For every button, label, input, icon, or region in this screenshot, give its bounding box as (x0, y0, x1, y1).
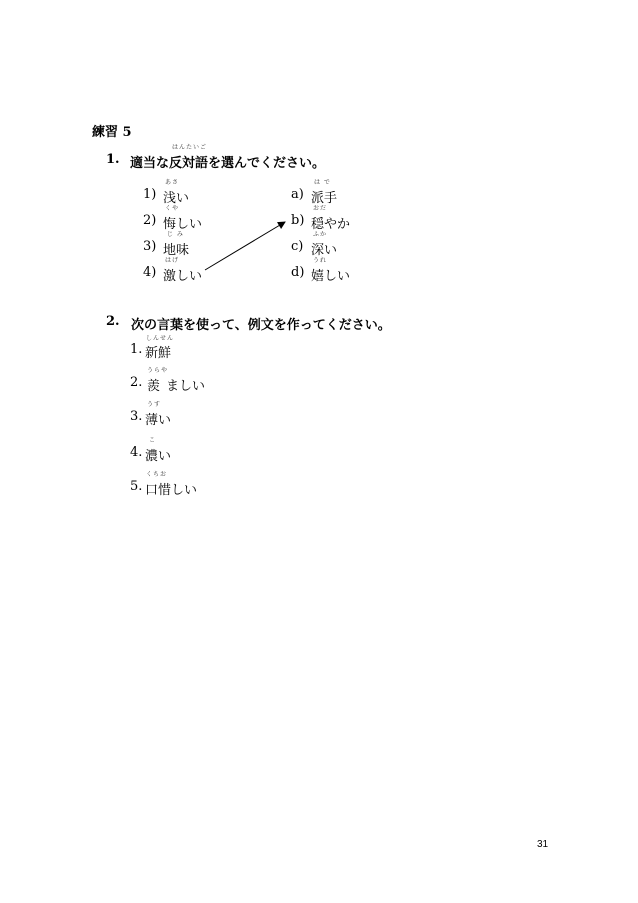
q2-item-label: 5. (130, 479, 143, 494)
q2-item-kanji: 薄 (145, 413, 159, 428)
right-item-kanji: 嬉 (311, 269, 325, 284)
page-number: 31 (537, 839, 549, 850)
right-item-ruby: うれ (313, 257, 328, 264)
right-item-kanji: 穏 (311, 217, 325, 232)
left-item-kanji: 悔 (163, 217, 177, 232)
q1-prompt-before: 適当な (130, 156, 170, 171)
q2-item-ruby: うす (147, 401, 162, 408)
right-item-label: a) (291, 187, 304, 202)
q2-prompt: 次の言葉を使って、例文を作ってください。 (131, 318, 391, 333)
left-item-ruby: あさ (165, 179, 180, 186)
exercise-title: 練習 5 (92, 125, 132, 140)
left-item-rest: い (176, 191, 190, 206)
left-item-ruby: はげ (165, 257, 180, 264)
left-item-label: 2) (143, 213, 157, 228)
right-item-label: b) (291, 213, 305, 228)
right-item-rest: やか (324, 217, 351, 232)
right-item-kanji: 派手 (311, 191, 338, 206)
right-item-rest: しい (324, 269, 351, 284)
q2-item-kanji: 濃 (145, 449, 159, 464)
q2-item-ruby: こ (149, 437, 157, 444)
q2-item-rest: い (158, 413, 172, 428)
q1-prompt-after: を選んでください。 (208, 156, 326, 171)
q1-prompt-ruby: はんたいご (172, 144, 208, 151)
q2-item-label: 3. (130, 409, 143, 424)
q2-item-kanji: 羨 (147, 379, 161, 394)
left-item-kanji: 浅 (163, 191, 177, 206)
q2-item-ruby: しんせん (146, 335, 175, 342)
q2-item-label: 1. (130, 342, 143, 357)
left-item-ruby: くや (165, 205, 180, 212)
q2-item-ruby: くちお (146, 471, 168, 478)
left-item-kanji: 激 (163, 269, 177, 284)
q2-item-kanji: 口惜 (145, 483, 172, 498)
right-item-ruby: おだ (313, 205, 328, 212)
q2-item-rest: しい (171, 483, 198, 498)
left-item-label: 3) (143, 239, 157, 254)
left-item-ruby: じ み (167, 231, 184, 238)
right-item-kanji: 深 (311, 243, 325, 258)
right-item-ruby: ふか (313, 231, 328, 238)
q2-item-ruby: うらや (147, 367, 169, 374)
left-item-label: 1) (143, 187, 157, 202)
right-item-label: c) (291, 239, 304, 254)
q1-number: 1. (106, 152, 120, 167)
q2-item-rest: ましい (166, 379, 206, 394)
q2-item-kanji: 新鮮 (145, 346, 172, 361)
q2-item-label: 2. (130, 375, 143, 390)
q2-item-label: 4. (130, 445, 143, 460)
right-item-label: d) (291, 265, 305, 280)
right-item-ruby: は で (314, 179, 331, 186)
q2-item-rest: い (158, 449, 172, 464)
left-item-rest: しい (176, 217, 203, 232)
left-item-rest: しい (176, 269, 203, 284)
left-item-label: 4) (143, 265, 157, 280)
left-item-kanji: 地味 (163, 243, 190, 258)
q2-number: 2. (106, 314, 120, 329)
right-item-rest: い (324, 243, 338, 258)
q1-prompt-ruby-word: 反対語 (169, 156, 209, 171)
